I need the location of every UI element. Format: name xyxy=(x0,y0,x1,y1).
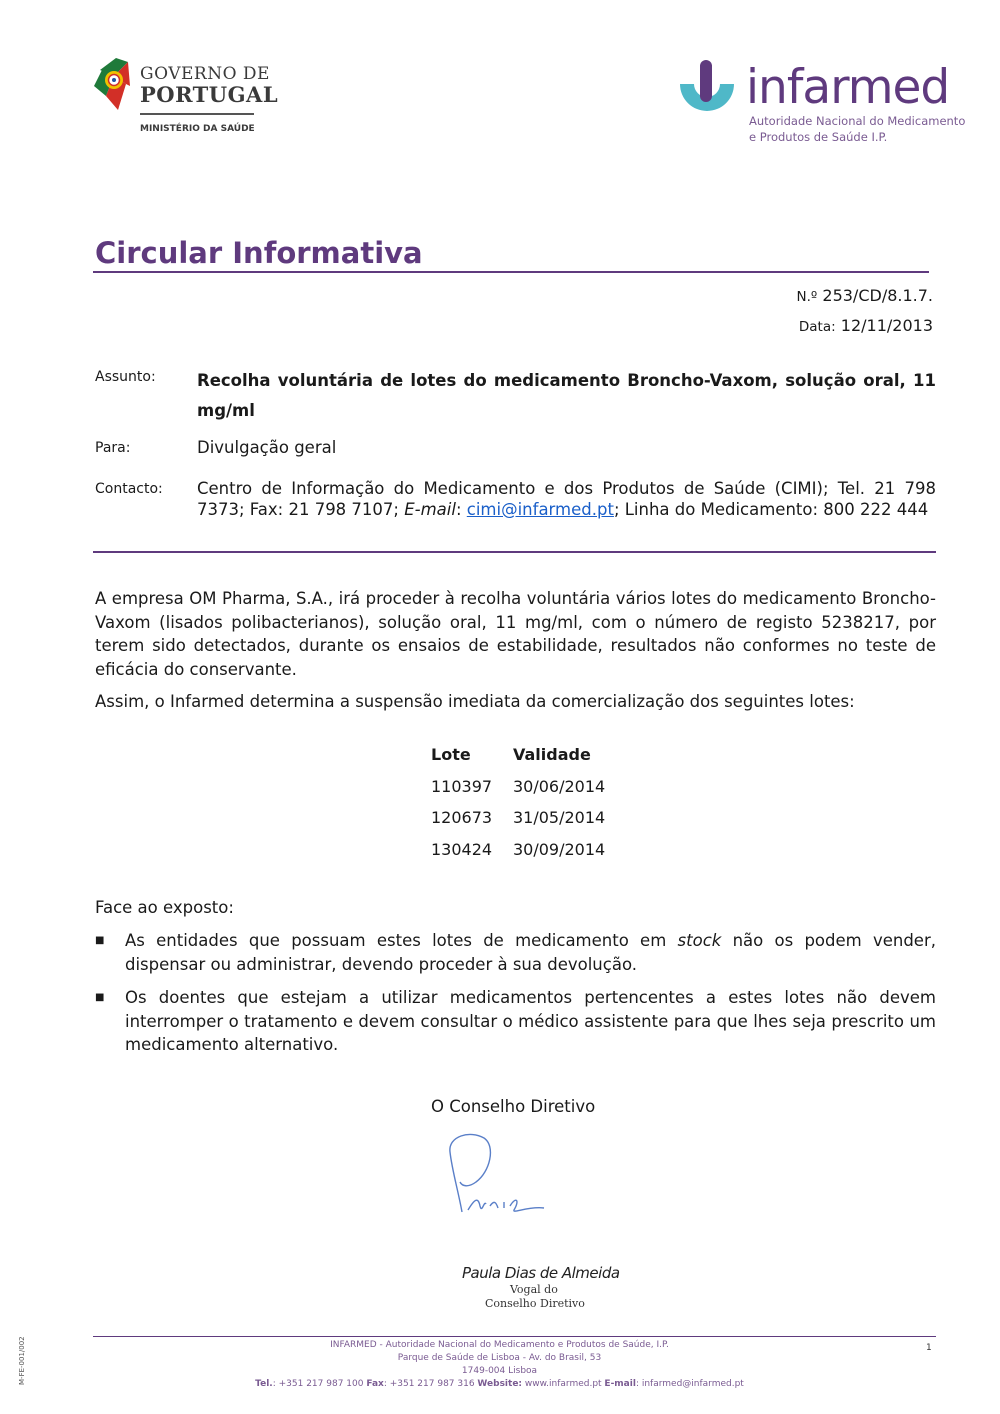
infarmed-subtitle-1: Autoridade Nacional do Medicamento xyxy=(749,114,966,128)
footer-web-label: Website: xyxy=(477,1379,523,1389)
contact-sep: : xyxy=(455,499,467,519)
to-label: Para: xyxy=(95,440,131,456)
number-value: 253/CD/8.1.7. xyxy=(822,286,933,305)
signatory-role-1: Vogal do xyxy=(510,1283,558,1296)
governo-portugal-logo xyxy=(92,56,279,138)
cell-validade: 31/05/2014 xyxy=(513,808,606,827)
contact-value xyxy=(197,479,936,520)
gov-line2: PORTUGAL xyxy=(140,82,279,107)
cell-lote: 130424 xyxy=(431,839,493,859)
footer-web: www.infarmed.pt xyxy=(522,1379,605,1389)
contact-text-2: ; Linha do Medicamento: 800 222 444 xyxy=(613,499,929,519)
footer-line-1: INFARMED - Autoridade Nacional do Medicamento e Produtos de Saúde, I.P. xyxy=(330,1340,669,1350)
title-divider xyxy=(93,271,929,273)
bullet-text-2: Os doentes que estejam a utilizar medicamentos pertencentes a estes lotes não devem interromper o tratamento e devem consultar o médico assistente para que lhes seja prescrito um medicamento alternativo. xyxy=(125,988,936,1054)
infarmed-wordmark: infarmed xyxy=(746,60,950,115)
gov-line1: GOVERNO DE xyxy=(140,64,270,84)
body-paragraph-2: Assim, o Infarmed determina a suspensão imediata da comercialização dos seguintes lotes: xyxy=(95,692,855,711)
footer-line-3: 1749-004 Lisboa xyxy=(461,1366,538,1376)
footer-email: : infarmed@infarmed.pt xyxy=(635,1379,744,1389)
gov-ministry: MINISTÉRIO DA SAÚDE xyxy=(140,124,255,134)
footer-tel-label: Tel. xyxy=(255,1379,273,1389)
cell-validade: 30/06/2014 xyxy=(513,776,606,796)
to-value: Divulgação geral xyxy=(197,438,337,457)
footer-line-2: Parque de Saúde de Lisboa - Av. do Brasil, 53 xyxy=(397,1353,602,1363)
bullet-icon: ■ xyxy=(95,992,105,1003)
bullet1-after: não os podem vender, dispensar ou administrar, devendo proceder à sua devolução. xyxy=(125,931,936,974)
document-number xyxy=(797,286,933,305)
bullet1-em: stock xyxy=(677,931,722,950)
footer-email-label: E-mail xyxy=(604,1379,636,1389)
body-paragraph-3: Face ao exposto: xyxy=(95,898,234,917)
contact-email-link[interactable]: cimi@infarmed.pt xyxy=(466,499,614,519)
table-row xyxy=(420,840,620,872)
contact-label: Contacto: xyxy=(95,481,163,497)
subject-value: Recolha voluntária de lotes do medicamento Broncho-Vaxom, solução oral, 11 mg/ml xyxy=(197,371,936,420)
signatory-role-2: Conselho Diretivo xyxy=(485,1297,585,1310)
cell-lote: 120673 xyxy=(431,808,493,827)
gov-divider xyxy=(140,113,254,115)
bullet-text-1 xyxy=(125,929,936,976)
contact-text-1: Centro de Informação do Medicamento e dos Produtos de Saúde (CIMI); Tel. 21 798 7373; Fax: 21 798 7107; xyxy=(197,479,936,519)
bullet-icon: ■ xyxy=(95,935,105,946)
number-label: N.º xyxy=(796,289,818,305)
table-header-row xyxy=(420,745,620,777)
contact-email-label: E-mail xyxy=(404,499,456,519)
handwritten-signature xyxy=(440,1130,560,1225)
signoff: O Conselho Diretivo xyxy=(431,1097,596,1116)
document-title: Circular Informativa xyxy=(95,236,423,270)
table-row xyxy=(420,777,620,809)
date-value: 12/11/2013 xyxy=(840,316,933,335)
infarmed-subtitle-2: e Produtos de Saúde I.P. xyxy=(749,130,888,144)
footer-divider xyxy=(93,1336,936,1337)
footer-tel: : +351 217 987 100 xyxy=(272,1379,367,1389)
column-header-validade: Validade xyxy=(513,745,591,764)
cell-validade: 30/09/2014 xyxy=(513,839,606,859)
document-date xyxy=(799,316,933,335)
infarmed-logo xyxy=(676,56,966,148)
footer-fax-label: Fax xyxy=(366,1379,384,1389)
body-paragraph-1: A empresa OM Pharma, S.A., irá proceder à recolha voluntária vários lotes do medicamento Broncho-Vaxom (lisados polibacterianos), solução oral, 11 mg/ml, com o número de registo 5238217, por terem sido detectados, durante os ensaios de estabilidade, resultados não conformes no teste de eficácia do conservante. xyxy=(95,589,936,679)
page-number: 1 xyxy=(926,1343,932,1353)
date-label: Data: xyxy=(798,319,836,335)
meta-divider xyxy=(93,551,936,553)
signatory-name: Paula Dias de Almeida xyxy=(462,1264,620,1282)
column-header-lote: Lote xyxy=(431,745,471,764)
footer-fax: : +351 217 987 316 xyxy=(383,1379,478,1389)
portugal-emblem-icon xyxy=(92,56,132,112)
bullet1-before: As entidades que possuam estes lotes de medicamento em xyxy=(125,931,678,950)
infarmed-logo-icon xyxy=(676,56,738,124)
table-row xyxy=(420,808,620,840)
form-code: M-FE-001/002 xyxy=(18,1336,26,1385)
lots-table xyxy=(420,745,620,871)
subject-label: Assunto: xyxy=(95,369,156,385)
footer-contacts xyxy=(93,1379,906,1389)
cell-lote: 110397 xyxy=(431,776,493,796)
